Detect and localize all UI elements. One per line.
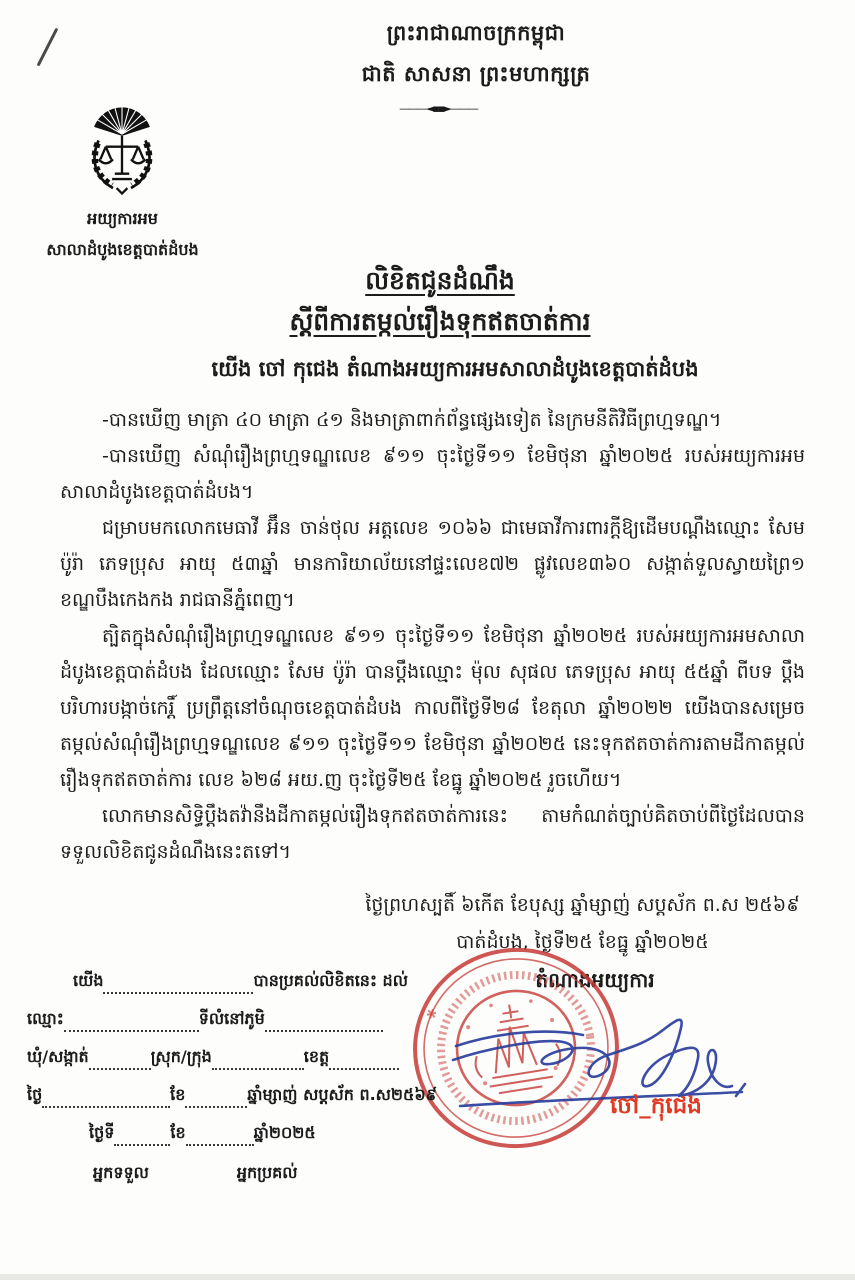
justice-scales-emblem-icon	[86, 88, 158, 200]
body-paragraph-1: -បានឃើញ មាត្រា ៤០ មាត្រា ៤១ និងមាត្រាពាក់ព័ន្ធផ្សេងទៀត នៃក្រមនីតិវិធីព្រហ្មទណ្ឌ។	[102, 409, 722, 431]
form-year-label: ឆ្នាំ២០២៥	[253, 1123, 316, 1142]
form-commune-label: ឃុំ/សង្កាត់	[27, 1047, 89, 1066]
form-day-label: ថ្ងៃ	[27, 1085, 43, 1104]
body-paragraph-2: -បានឃើញ សំណុំរឿងព្រហ្មទណ្ឌលេខ ៩១១ ចុះថ្ងៃទី១១ ខែមិថុនា ឆ្នាំ២០២៥ របស់អយ្យការអមសាលាដំបូងខេត្តបាត់ដំបង។	[60, 445, 805, 503]
form-month-blank	[185, 1092, 247, 1108]
form-receiver-label: អ្នកទទួល	[93, 1163, 149, 1182]
form-date-label: ថ្ងៃទី	[89, 1123, 115, 1142]
form-village-blank	[265, 1016, 383, 1032]
form-province-label: ខេត្ត	[303, 1047, 330, 1066]
pen-mark	[37, 28, 58, 67]
signer-title: តំណាងអយ្យការ	[535, 968, 655, 992]
kingdom-motto-line1: ព្រះរាជាណាចក្រកម្ពុជា	[386, 21, 566, 45]
place-date-line: បាត់ដំបង, ថ្ងៃទី២៥ ខែធ្នូ ឆ្នាំ២០២៥	[456, 931, 709, 953]
form-we-label: យើង	[73, 971, 104, 990]
body-paragraph-3: ជម្រាបមកលោកមេធាវី អ៊ឹន ចាន់ថុល អត្តលេខ ១០៦៦ ជាមេធាវីការពារក្តីឱ្យដើមបណ្តឹងឈ្មោះ សែម ប៉ូរ៉ា ភេទប្រុស អាយុ ៥៣ឆ្នាំ មានការិយាល័យនៅផ្ទះលេខ៧២ ផ្លូវលេខ៣៦០ សង្កាត់ទួលស្វាយព្រៃ១ ខណ្ឌបឹងកេងកង រាជធានីភ្នំពេញ។	[60, 517, 805, 611]
body-paragraph-5: លោកមានសិទ្ធិប្តឹងតវ៉ានឹងដីកាតម្កល់រឿងទុកឥតចាត់ការនេះ តាមកំណត់ច្បាប់គិតចាប់ពីថ្ងៃដែលបានទទួលលិខិតជូនដំណឹងនេះតទៅ។	[60, 805, 805, 863]
form-delivered-label: បានប្រគល់លិខិតនេះ ដល់	[253, 971, 408, 990]
form-we-blank	[103, 978, 253, 994]
header-divider-ornament: ———◄▪▪►———	[399, 102, 477, 115]
office-name-line1: អយ្យការអម	[87, 209, 158, 228]
kingdom-motto-line2: ជាតិ សាសនា ព្រះមហាក្សត្រ	[361, 62, 591, 86]
form-date-blank	[114, 1130, 170, 1146]
form-district-blank	[212, 1054, 304, 1070]
form-village-label: ទីលំនៅភូមិ	[198, 1009, 265, 1028]
form-province-blank	[329, 1054, 399, 1070]
form-lunar-year-label: ឆ្នាំម្សាញ់ សប្តស័ក ព.ស២៥៦៩	[247, 1085, 437, 1104]
form-commune-blank	[89, 1054, 151, 1070]
scan-bottom-edge	[0, 1274, 855, 1280]
handwritten-signature	[448, 1000, 758, 1120]
signer-name-red: ចៅ_កុជេង	[610, 1093, 702, 1119]
salutation-line: យើង ចៅ កុជេង តំណាងអយ្យការអមសាលាដំបូងខេត្តបាត់ដំបង	[211, 357, 699, 381]
form-deliverer-label: អ្នកប្រគល់	[236, 1163, 298, 1182]
form-name-label: ឈ្មោះ	[27, 1009, 64, 1028]
svg-text:✱: ✱	[423, 1005, 442, 1024]
form-day-blank	[42, 1092, 170, 1108]
body-paragraph-4: ត្បិតក្នុងសំណុំរឿងព្រហ្មទណ្ឌលេខ ៩១១ ចុះថ្ងៃទី១១ ខែមិថុនា ឆ្នាំ២០២៥ របស់អយ្យការអមសាលាដំបូងខេត្តបាត់ដំបង ដែលឈ្មោះ សែម ប៉ូរ៉ា បានប្តឹងឈ្មោះ ម៉ុល សុផល ភេទប្រុស អាយុ ៥៥ឆ្នាំ ពីបទ ប្តឹងបរិហារបង្កាច់កេរ្តិ៍ ប្រព្រឹត្តនៅចំណុចខេត្តបាត់ដំបង កាលពីថ្ងៃទី២៨ ខែតុលា ឆ្នាំ២០២២ យើងបានសម្រេចតម្កល់សំណុំរឿងព្រហ្មទណ្ឌលេខ ៩១១ ចុះថ្ងៃទី១១ ខែមិថុនា ឆ្នាំ២០២៥ នេះទុកឥតចាត់ការតាមដីកាតម្កល់រឿងទុកឥតចាត់ការ លេខ ៦២៨ អយ.ញ ចុះថ្ងៃទី២៥ ខែធ្នូ ឆ្នាំ២០២៥ រួចហើយ។	[60, 625, 805, 791]
form-month2-blank	[186, 1130, 254, 1146]
form-district-label: ស្រុក/ក្រុង	[150, 1047, 212, 1066]
office-name-line2: សាលាដំបូងខេត្តបាត់ដំបង	[46, 240, 199, 259]
form-month-label: ខែ	[170, 1085, 186, 1104]
form-month2-label: ខែ	[170, 1123, 186, 1142]
document-title: លិខិតជូនដំណឹង	[365, 266, 515, 295]
form-name-blank	[64, 1016, 199, 1032]
lunar-date-line: ថ្ងៃព្រហស្បតិ៍ ៦កើត ខែបុស្ស ឆ្នាំម្សាញ់ សប្តស័ក ព.ស ២៥៦៩	[365, 894, 800, 916]
document-subtitle: ស្តីពីការតម្កល់រឿងទុកឥតចាត់ការ	[289, 307, 591, 336]
